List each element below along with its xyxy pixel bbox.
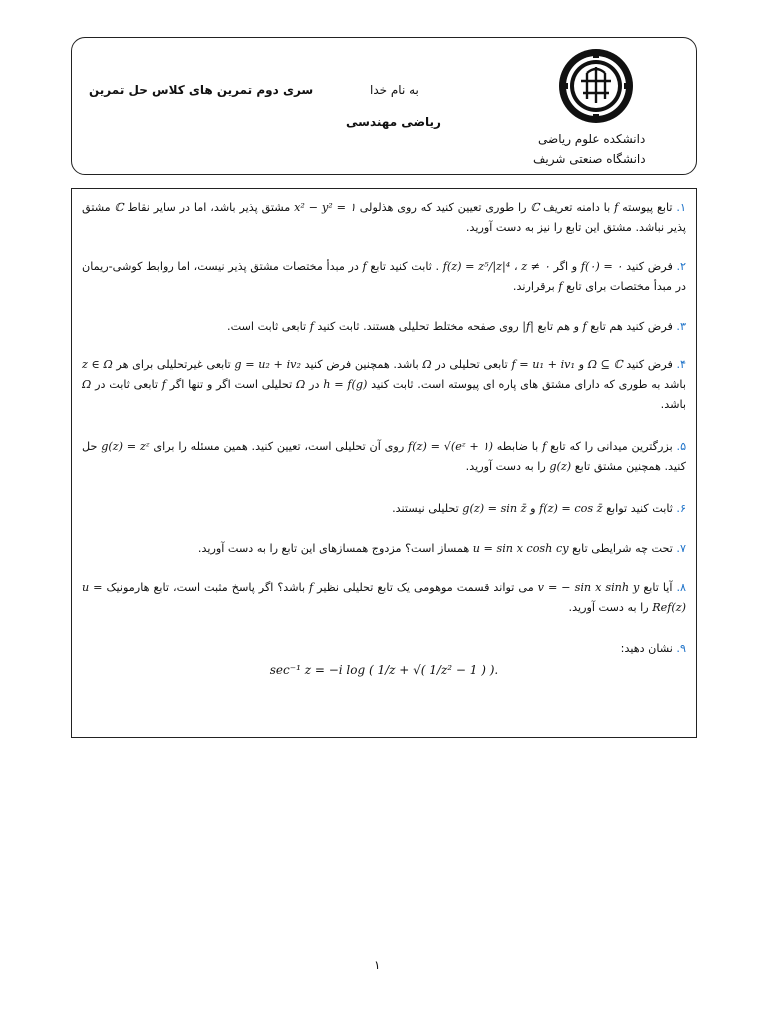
problem-text: و هم تابع xyxy=(537,320,579,333)
math-inline: f(z) = z⁵/|z|⁴ xyxy=(442,260,511,273)
problem-text: و xyxy=(578,358,585,371)
problem-text: فرض کنید هم تابع xyxy=(590,320,673,333)
math-inline: f(z) = √(eᶻ + ۱) xyxy=(408,440,493,453)
problem-number: ۸. xyxy=(676,581,687,594)
math-inline: g(z) = sin z̄ xyxy=(462,502,527,515)
math-inline: u = sin x cosh cy xyxy=(472,542,569,555)
math-inline: ℂ xyxy=(530,201,540,214)
math-inline: v = − sin x sinh y xyxy=(537,581,640,594)
problem-text: باشد به طوری که دارای مشتق های پاره ای پیوسته است. ثابت کنید xyxy=(371,378,686,391)
problem-text: می تواند قسمت موهومی یک تابع تحلیلی نظیر xyxy=(317,581,534,594)
problem-number: ۳. xyxy=(676,320,686,333)
faculty-name: دانشکده علوم ریاضی xyxy=(538,132,646,146)
document-title: سری دوم تمرین های کلاس حل تمرین xyxy=(89,83,314,97)
math-inline: f = u₁ + iv₁ xyxy=(511,358,575,371)
math-inline: z ∈ Ω xyxy=(82,358,113,371)
problem-9 xyxy=(82,639,686,659)
problem-text: در xyxy=(309,378,320,391)
problem-number: ۷. xyxy=(676,542,686,555)
problems-box xyxy=(71,188,697,738)
math-inline: g(z) = zᶻ xyxy=(101,440,150,453)
math-inline: f xyxy=(362,260,367,273)
problem-text: حل کنید. همچنین مشتق تابع xyxy=(82,440,686,473)
math-inline: f xyxy=(614,201,619,214)
math-inline: u = Ref(z) xyxy=(82,581,686,614)
problem-number: ۲. xyxy=(676,260,687,273)
problem-number: ۵. xyxy=(676,440,687,453)
math-inline: f xyxy=(309,320,314,333)
math-inline: f xyxy=(582,320,587,333)
problem-text: را به دست آورید. xyxy=(465,460,546,473)
header-box xyxy=(71,37,697,175)
problem-number: ۶. xyxy=(676,502,686,515)
problem-text: در مبدأ مختصات مشتق پذیر نیست، اما روابط کوشی-ریمان در مبدأ مختصات برای تابع xyxy=(82,260,686,293)
problem-text: . ثابت کنید تابع xyxy=(370,260,440,273)
problem-8 xyxy=(82,578,686,618)
problem-text: ثابت کنید توابع xyxy=(606,502,673,515)
problem-text: مشتق پذیر نباشد. مشتق این تابع را نیز به دست آورید. xyxy=(82,201,686,234)
math-inline: f(z) = cos z̄ xyxy=(539,502,603,515)
math-inline: f xyxy=(542,440,547,453)
math-inline: Ω xyxy=(295,378,306,391)
problem-text: با ضابطه xyxy=(496,440,539,453)
math-inline: ℂ xyxy=(114,201,124,214)
problem-1 xyxy=(82,198,686,238)
sharif-university-logo-icon xyxy=(557,47,635,125)
problem-text: باشد. همچنین فرض کنید xyxy=(304,358,419,371)
problem-text: تابعی ثابت است. xyxy=(227,320,307,333)
math-inline: z ≠ ۰ xyxy=(521,260,550,273)
problem-text: فرض کنید xyxy=(626,358,673,371)
problem-text: باشد. xyxy=(660,398,686,411)
problem-number: ۱. xyxy=(676,201,686,214)
math-inline: g = u₂ + iv₂ xyxy=(234,358,301,371)
math-inline: Ω xyxy=(422,358,432,371)
problem-text: تحلیلی نیستند. xyxy=(392,502,459,515)
problem-4 xyxy=(82,355,686,415)
problem-6 xyxy=(82,499,686,519)
math-inline: h = f(g) xyxy=(323,378,368,391)
problem-5 xyxy=(82,437,686,477)
problem-text: و اگر xyxy=(553,260,578,273)
problem-text: تابعی ثابت در xyxy=(95,378,158,391)
math-inline: f xyxy=(309,581,314,594)
problem-text: را طوری تعیین کنید که روی هذلولی xyxy=(359,201,527,214)
problem-text: تابع پیوسته xyxy=(622,201,673,214)
problem-number: ۹. xyxy=(676,642,686,655)
problem-text: برقرارند. xyxy=(512,280,555,293)
math-inline: Ω ⊆ ℂ xyxy=(587,358,623,371)
university-name: دانشگاه صنعتی شریف xyxy=(533,152,646,166)
math-inline: |f| xyxy=(522,320,534,333)
formula-display: sec⁻¹ z = −i log ( 1/z + √( 1/z² − 1 ) ). xyxy=(269,663,499,677)
problem-text: همساز است؟ مزدوج همسازهای این تابع را به دست آورید. xyxy=(197,542,470,555)
math-inline: f(۰) = ۰ xyxy=(580,260,623,273)
problem-text: بزرگترین میدانی را که تابع xyxy=(550,440,673,453)
problem-text: مشتق پذیر باشد، اما در سایر نقاط xyxy=(127,201,291,214)
course-name: ریاضی مهندسی xyxy=(346,115,441,129)
problem-text: روی آن تحلیلی است، تعیین کنید. همین مسئله را برای xyxy=(153,440,405,453)
page-number: ۱ xyxy=(374,958,381,972)
problem-text: باشد؟ اگر پاسخ مثبت است، تابع هارمونیک xyxy=(106,581,306,594)
math-inline: Ω xyxy=(82,378,92,391)
problem-text: و xyxy=(530,502,536,515)
problem-number: ۴. xyxy=(676,358,687,371)
problem-2 xyxy=(82,257,686,297)
problem-text: تابعی غیرتحلیلی برای هر xyxy=(116,358,231,371)
math-inline: f xyxy=(558,280,563,293)
math-inline: g(z) xyxy=(549,460,572,473)
problem-text: را به دست آورید. xyxy=(568,601,649,614)
problem-text: روی صفحه مختلط تحلیلی هستند. ثابت کنید xyxy=(317,320,519,333)
math-inline: f xyxy=(161,378,166,391)
problem-text: تابعی تحلیلی در xyxy=(435,358,508,371)
problem-3 xyxy=(82,317,686,337)
problem-text: فرض کنید xyxy=(626,260,673,273)
problem-text: تحلیلی است اگر و تنها اگر xyxy=(169,378,293,391)
problem-text: با دامنه تعریف xyxy=(543,201,611,214)
basmala: به نام خدا xyxy=(370,83,419,97)
problem-text: تحت چه شرایطی تابع xyxy=(572,542,673,555)
math-inline: x² − y² = ۱ xyxy=(294,201,356,214)
problem-text: نشان دهید: xyxy=(620,642,673,655)
problem-text: ، xyxy=(513,260,518,273)
problem-7 xyxy=(82,539,686,559)
problem-text: آیا تابع xyxy=(643,581,673,594)
